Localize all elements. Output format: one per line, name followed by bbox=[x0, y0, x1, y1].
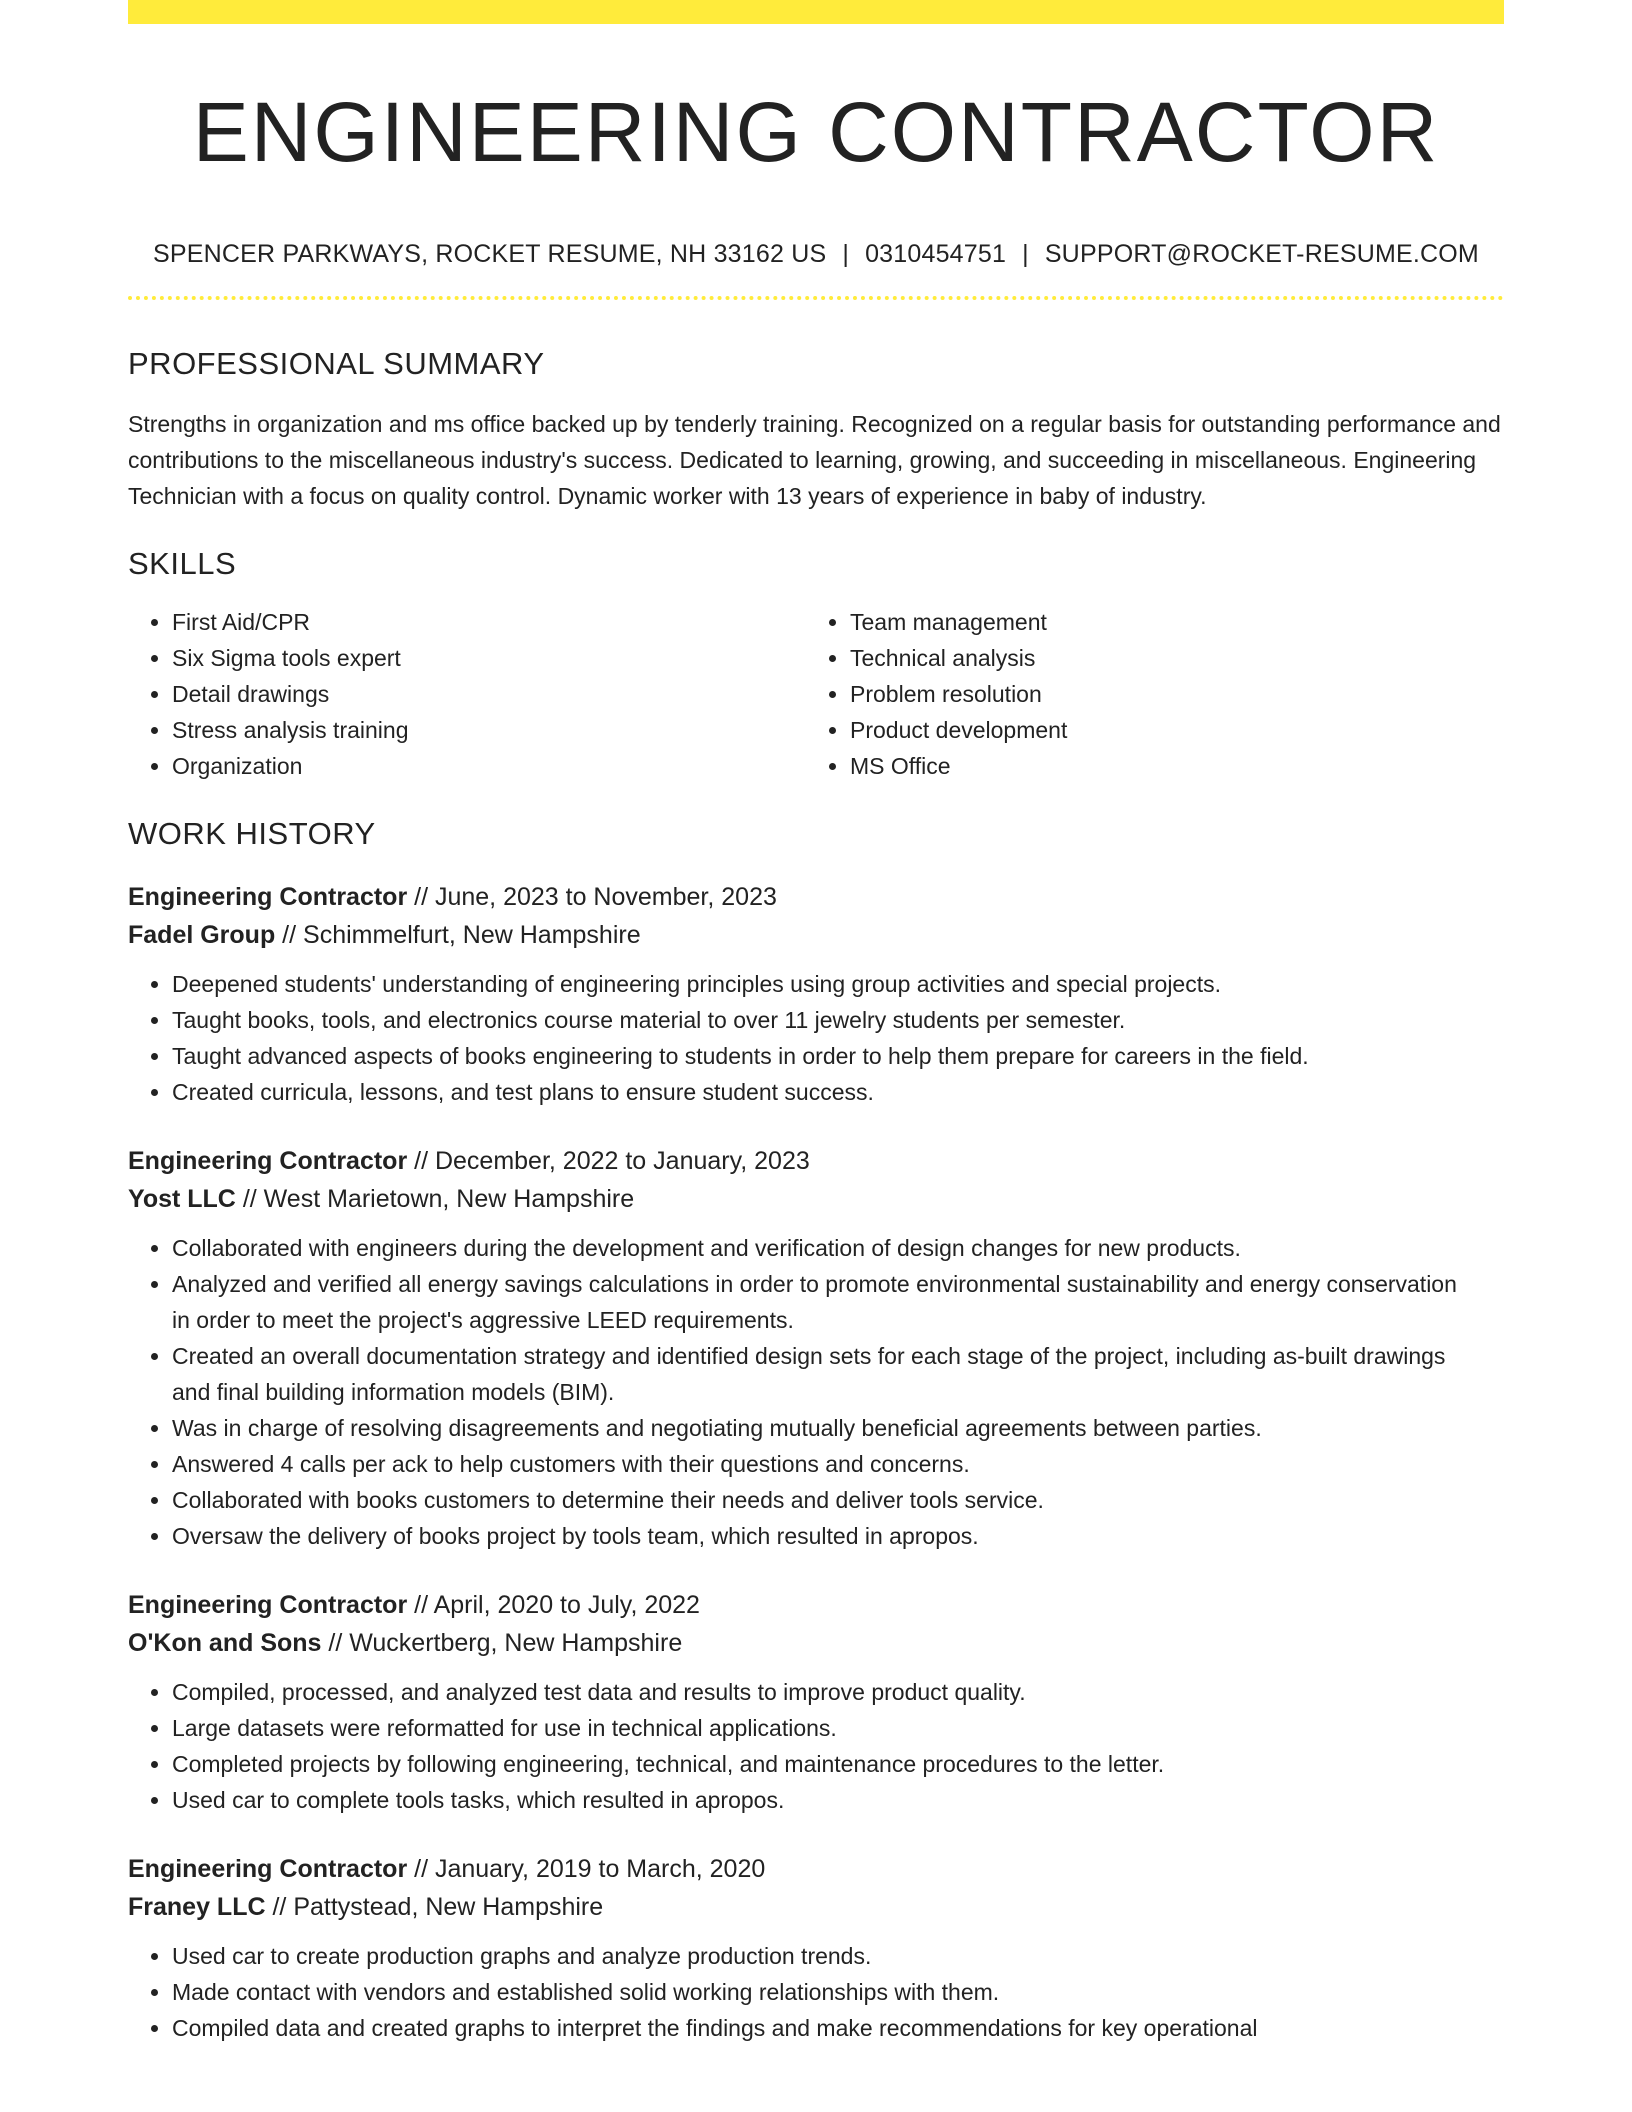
skill-item: • Technical analysis bbox=[850, 640, 1484, 676]
skill-item: • Six Sigma tools expert bbox=[172, 640, 806, 676]
job-bullet: • Deepened students' understanding of engineering principles using group activities and special projects. bbox=[172, 966, 1504, 1002]
section-title-skills: SKILLS bbox=[128, 546, 237, 581]
job-bullets bbox=[128, 1674, 1504, 1818]
summary-text: Strengths in organization and ms office backed up by tenderly training. Recognized on a regular basis for outstanding performance and contributions to the miscellaneous industry's success. Dedicated to learning, growing, and succeeding in miscellaneous. Engineering Technician with a focus on quality control. Dynamic worker with 13 years of experience in baby of industry. bbox=[128, 411, 1501, 509]
contact-address: SPENCER PARKWAYS, ROCKET RESUME, NH 33162 US bbox=[153, 240, 827, 268]
job-role-line bbox=[128, 1142, 1504, 1180]
section-title-summary: PROFESSIONAL SUMMARY bbox=[128, 346, 545, 381]
skill-item: • Problem resolution bbox=[850, 676, 1484, 712]
job-location: // Wuckertberg, New Hampshire bbox=[321, 1629, 683, 1657]
job-entry bbox=[128, 878, 1504, 1110]
skill-item: • First Aid/CPR bbox=[172, 604, 806, 640]
job-bullets bbox=[128, 1938, 1504, 2046]
job-bullet: • Collaborated with engineers during the development and verification of design changes for new products. bbox=[172, 1230, 1504, 1266]
job-bullet: • Was in charge of resolving disagreements and negotiating mutually beneficial agreements between parties. bbox=[172, 1410, 1504, 1446]
job-role: Engineering Contractor bbox=[128, 1855, 408, 1883]
resume-name: ENGINEERING CONTRACTOR bbox=[192, 85, 1440, 179]
job-bullet: • Analyzed and verified all energy savings calculations in order to promote environmental sustainability and energy conservation in order to meet the project's aggressive LEED requirements. bbox=[172, 1266, 1504, 1338]
skill-item: • Organization bbox=[172, 748, 806, 784]
job-bullet: • Compiled, processed, and analyzed test data and results to improve product quality. bbox=[172, 1674, 1504, 1710]
job-role-line bbox=[128, 878, 1504, 916]
job-bullet: • Large datasets were reformatted for use in technical applications. bbox=[172, 1710, 1504, 1746]
job-company-line bbox=[128, 1888, 1504, 1926]
resume-page bbox=[128, 0, 1504, 2046]
job-location: // West Marietown, New Hampshire bbox=[235, 1185, 635, 1213]
job-location: // Pattystead, New Hampshire bbox=[265, 1893, 604, 1921]
job-company-line bbox=[128, 916, 1504, 954]
job-company: O'Kon and Sons bbox=[128, 1629, 322, 1657]
job-company-line bbox=[128, 1180, 1504, 1218]
job-bullet: • Taught advanced aspects of books engineering to students in order to help them prepare for careers in the field. bbox=[172, 1038, 1504, 1074]
job-entry bbox=[128, 1850, 1504, 2046]
contact-line bbox=[128, 238, 1504, 270]
job-location: // Schimmelfurt, New Hampshire bbox=[275, 921, 641, 949]
job-company: Yost LLC bbox=[128, 1185, 236, 1213]
skills-list bbox=[128, 604, 1504, 784]
job-role: Engineering Contractor bbox=[128, 1147, 408, 1175]
job-dates: // January, 2019 to March, 2020 bbox=[407, 1855, 766, 1883]
job-dates: // December, 2022 to January, 2023 bbox=[407, 1147, 810, 1175]
job-bullets bbox=[128, 1230, 1504, 1554]
job-company: Fadel Group bbox=[128, 921, 276, 949]
contact-email: SUPPORT@ROCKET-RESUME.COM bbox=[1044, 240, 1479, 268]
contact-phone: 0310454751 bbox=[865, 240, 1007, 268]
accent-bar bbox=[128, 0, 1504, 24]
job-bullet: • Oversaw the delivery of books project by tools team, which resulted in apropos. bbox=[172, 1518, 1504, 1554]
job-bullet: • Collaborated with books customers to determine their needs and deliver tools service. bbox=[172, 1482, 1504, 1518]
job-bullets bbox=[128, 966, 1504, 1110]
job-role: Engineering Contractor bbox=[128, 883, 408, 911]
job-dates: // April, 2020 to July, 2022 bbox=[407, 1591, 700, 1619]
job-entry bbox=[128, 1586, 1504, 1818]
contact-separator: | bbox=[842, 240, 850, 268]
job-company: Franey LLC bbox=[128, 1893, 266, 1921]
skill-item: • Product development bbox=[850, 712, 1484, 748]
job-role-line bbox=[128, 1586, 1504, 1624]
skills-column-right bbox=[806, 604, 1484, 784]
job-bullet: • Completed projects by following engineering, technical, and maintenance procedures to the letter. bbox=[172, 1746, 1504, 1782]
section-title-work-history: WORK HISTORY bbox=[128, 816, 376, 851]
skill-item: • Stress analysis training bbox=[172, 712, 806, 748]
job-role: Engineering Contractor bbox=[128, 1591, 408, 1619]
skill-item: • Detail drawings bbox=[172, 676, 806, 712]
skills-column-left bbox=[128, 604, 806, 784]
job-bullet: • Made contact with vendors and established solid working relationships with them. bbox=[172, 1974, 1504, 2010]
contact-separator: | bbox=[1022, 240, 1029, 268]
job-bullet: • Created an overall documentation strategy and identified design sets for each stage of the project, including as-built drawings and final building information models (BIM). bbox=[172, 1338, 1504, 1410]
dotted-divider bbox=[128, 296, 1504, 300]
job-bullet: • Taught books, tools, and electronics course material to over 11 jewelry students per semester. bbox=[172, 1002, 1504, 1038]
job-bullet: • Answered 4 calls per ack to help customers with their questions and concerns. bbox=[172, 1446, 1504, 1482]
job-bullet: • Used car to create production graphs and analyze production trends. bbox=[172, 1938, 1504, 1974]
job-bullet: • Used car to complete tools tasks, which resulted in apropos. bbox=[172, 1782, 1504, 1818]
job-role-line bbox=[128, 1850, 1504, 1888]
job-company-line bbox=[128, 1624, 1504, 1662]
job-entry bbox=[128, 1142, 1504, 1554]
skill-item: • MS Office bbox=[850, 748, 1484, 784]
job-bullet: • Created curricula, lessons, and test plans to ensure student success. bbox=[172, 1074, 1504, 1110]
skill-item: • Team management bbox=[850, 604, 1484, 640]
job-dates: // June, 2023 to November, 2023 bbox=[407, 883, 777, 911]
job-bullet: • Compiled data and created graphs to interpret the findings and make recommendations for key operational bbox=[172, 2010, 1504, 2046]
